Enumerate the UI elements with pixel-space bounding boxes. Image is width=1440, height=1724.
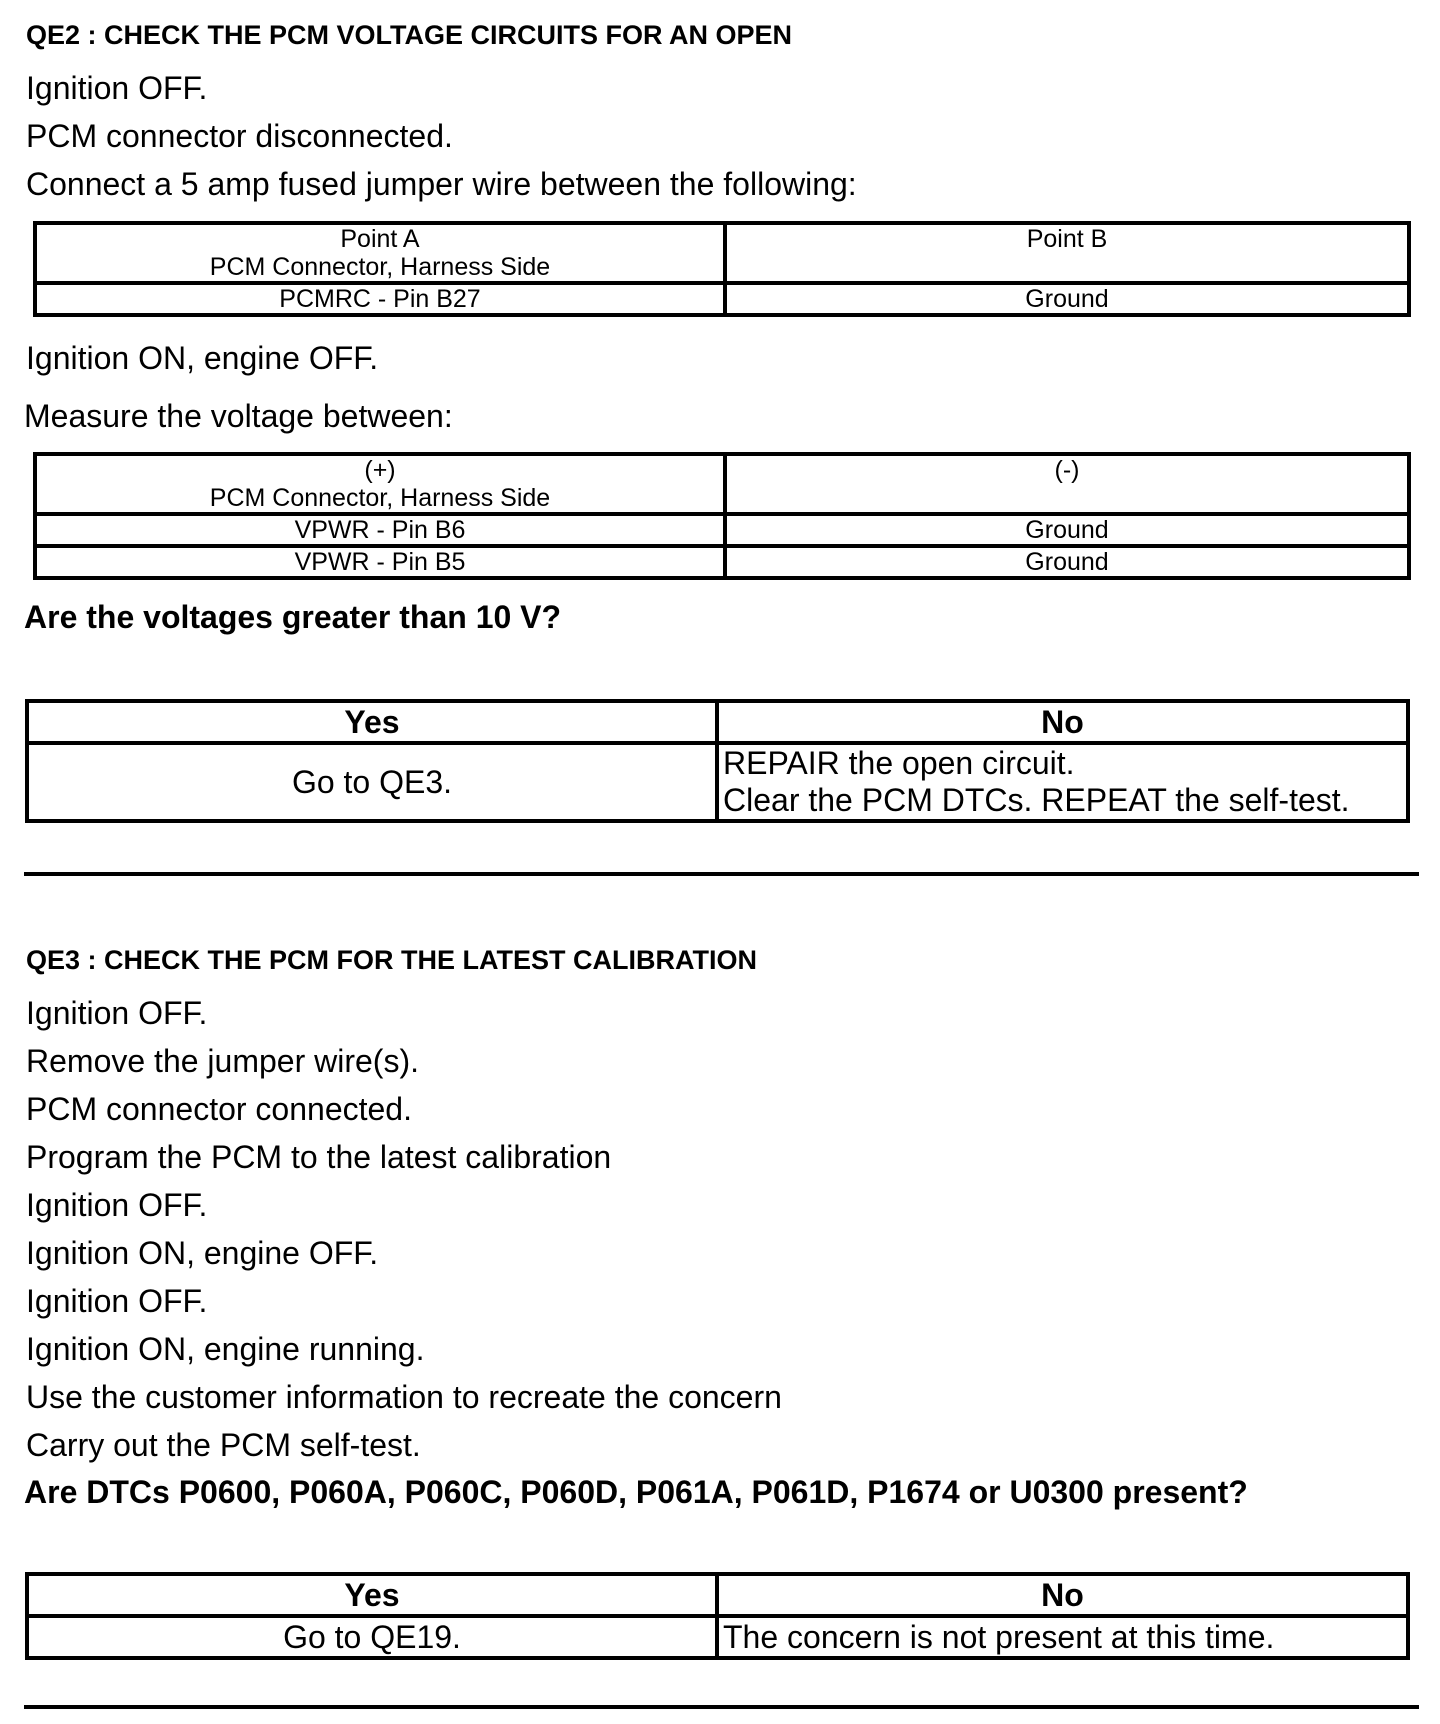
table-row [27, 1616, 1408, 1658]
qe3-step-6: Ignition ON, engine OFF. [26, 1235, 379, 1271]
qe2-step-3: Connect a 5 amp fused jumper wire between the following: [26, 166, 857, 202]
jumper-header-point-a-line2: PCM Connector, Harness Side [209, 253, 551, 281]
qe3-yes-action: Go to QE19. [27, 1616, 717, 1658]
table-row [35, 283, 1409, 315]
qe2-result-table [25, 699, 1410, 823]
qe3-step-8: Ignition ON, engine running. [26, 1331, 425, 1367]
qe3-step-9: Use the customer information to recreate the concern [26, 1379, 782, 1415]
table-row [27, 743, 1408, 821]
qe2-no-action-line2: Clear the PCM DTCs. REPEAT the self-test. [723, 782, 1350, 818]
qe2-no-action-line1: REPAIR the open circuit. [723, 745, 1075, 781]
qe2-heading: QE2 : CHECK THE PCM VOLTAGE CIRCUITS FOR AN OPEN [26, 20, 793, 50]
jumper-table [33, 221, 1411, 317]
qe2-result-header [27, 701, 1408, 743]
qe3-heading: QE3 : CHECK THE PCM FOR THE LATEST CALIBRATION [26, 945, 757, 975]
qe3-question: Are DTCs P0600, P060A, P060C, P060D, P061A, P061D, P1674 or U0300 present? [24, 1474, 1248, 1510]
voltage-header-minus: (-) [725, 454, 1409, 514]
voltage-row-1-plus: VPWR - Pin B6 [35, 514, 725, 546]
qe3-step-2: Remove the jumper wire(s). [26, 1043, 419, 1079]
qe2-step-1: Ignition OFF. [26, 70, 208, 106]
section-divider [24, 872, 1419, 876]
qe2-step-5: Measure the voltage between: [24, 398, 453, 434]
voltage-table-header [35, 454, 1409, 514]
qe3-step-10: Carry out the PCM self-test. [26, 1427, 421, 1463]
qe2-yes-header: Yes [27, 701, 717, 743]
qe3-step-4: Program the PCM to the latest calibration [26, 1139, 612, 1175]
voltage-header-plus-line2: PCM Connector, Harness Side [209, 484, 551, 512]
qe2-yes-action: Go to QE3. [27, 743, 717, 821]
qe3-no-header: No [717, 1574, 1408, 1616]
qe2-step-4: Ignition ON, engine OFF. [26, 340, 379, 376]
qe3-step-5: Ignition OFF. [26, 1187, 208, 1223]
section-divider [24, 1705, 1419, 1709]
jumper-row-point-a: PCMRC - Pin B27 [35, 283, 725, 315]
qe2-no-header: No [717, 701, 1408, 743]
qe3-step-7: Ignition OFF. [26, 1283, 208, 1319]
table-row [35, 514, 1409, 546]
voltage-row-2-minus: Ground [725, 546, 1409, 578]
jumper-header-point-a [35, 223, 725, 283]
qe3-step-3: PCM connector connected. [26, 1091, 412, 1127]
voltage-header-plus-line1: (+) [364, 456, 396, 484]
voltage-row-1-minus: Ground [725, 514, 1409, 546]
qe3-result-header [27, 1574, 1408, 1616]
qe3-step-1: Ignition OFF. [26, 995, 208, 1031]
voltage-table [33, 452, 1411, 580]
qe3-result-table [25, 1572, 1410, 1660]
qe2-step-2: PCM connector disconnected. [26, 118, 453, 154]
voltage-row-2-plus: VPWR - Pin B5 [35, 546, 725, 578]
jumper-header-point-b: Point B [725, 223, 1409, 283]
jumper-header-point-a-line1: Point A [340, 225, 420, 253]
jumper-table-header [35, 223, 1409, 283]
voltage-header-plus [35, 454, 725, 514]
qe2-question: Are the voltages greater than 10 V? [24, 599, 562, 635]
qe3-no-action: The concern is not present at this time. [717, 1616, 1408, 1658]
qe3-yes-header: Yes [27, 1574, 717, 1616]
qe2-no-action [717, 743, 1408, 821]
jumper-row-point-b: Ground [725, 283, 1409, 315]
table-row [35, 546, 1409, 578]
